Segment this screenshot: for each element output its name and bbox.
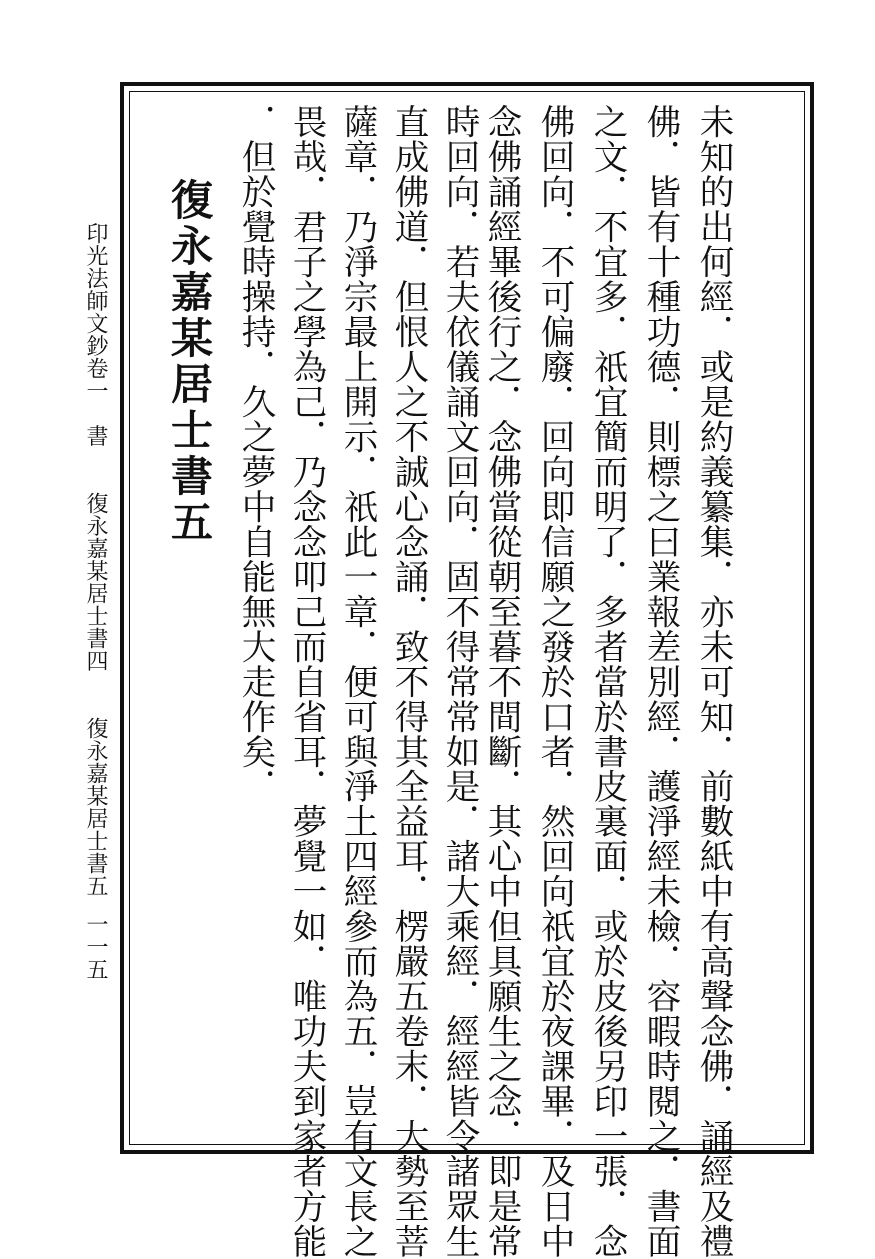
body-column-7: 直成佛道．但恨人之不誠心念誦．致不得其全益耳．楞嚴五卷末．大勢至菩 bbox=[388, 104, 428, 1259]
body-column-4: 佛回向．不可偏廢．回向即信願之發於口者．然回向祇宜於夜課畢．及日中 bbox=[534, 104, 574, 1259]
body-column-10: ．但於覺時操持．久之夢中自能無大走作矣． bbox=[235, 104, 275, 804]
body-column-5: 念佛誦經畢後行之．念佛當從朝至暮不間斷．其心中但具願生之念．即是常 bbox=[481, 104, 521, 1259]
body-column-1: 未知的出何經．或是約義纂集．亦未可知．前數紙中有高聲念佛．誦經及禮 bbox=[693, 104, 733, 1259]
body-column-2: 佛．皆有十種功德．則標之曰業報差別經．護淨經未檢．容暇時閱之．書面 bbox=[640, 104, 680, 1259]
page-number: 一一五 bbox=[83, 913, 108, 981]
body-column-3: 之文．不宜多．祇宜簡而明了．多者當於書皮裏面．或於皮後另印一張．念 bbox=[587, 104, 627, 1259]
body-column-9: 畏哉．君子之學為己．乃念念叩己而自省耳．夢覺一如．唯功夫到家者方能 bbox=[286, 104, 326, 1259]
body-column-8: 薩章．乃淨宗最上開示．祇此一章．便可與淨土四經參而為五．豈有文長之 bbox=[337, 104, 377, 1259]
letter-title: 復永嘉某居士書五 bbox=[165, 178, 214, 546]
running-head: 印光法師文鈔卷一 書 復永嘉某居士書四 復永嘉某居士書五 bbox=[83, 222, 108, 897]
body-column-6: 時回向．若夫依儀誦文回向．固不得常常如是．諸大乘經．經經皆令諸眾生 bbox=[439, 104, 479, 1259]
